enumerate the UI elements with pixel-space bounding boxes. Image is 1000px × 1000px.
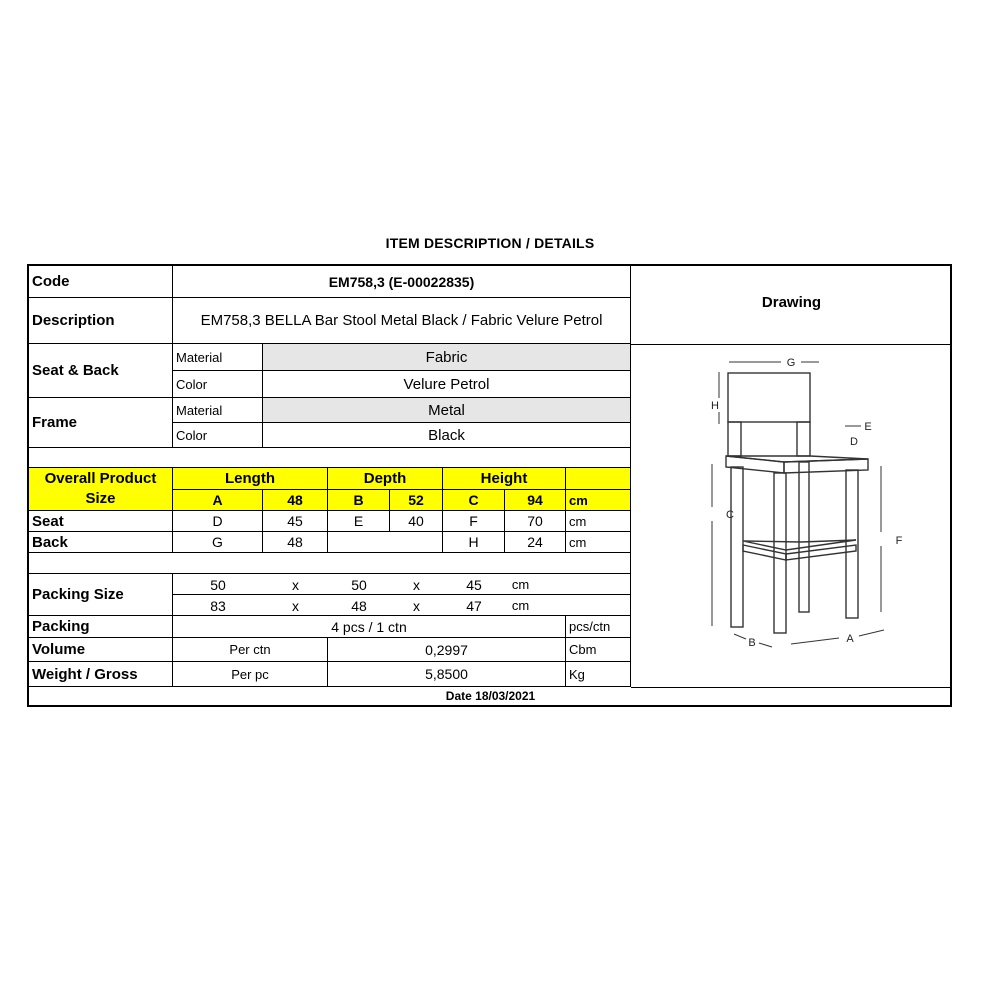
seat-back-color-label: Color: [173, 371, 263, 398]
frame-label: Frame: [29, 398, 173, 448]
seat-back-material-label: Material: [173, 344, 263, 371]
pack2-unit: cm: [511, 598, 530, 613]
label-d: D: [850, 436, 858, 448]
back-post-left: [728, 422, 741, 456]
packing-size-row-2: [173, 595, 631, 616]
pack1-w: 50: [351, 576, 367, 593]
pack2-h: 47: [466, 597, 482, 614]
packing-size-label: Packing Size: [29, 574, 173, 616]
overall-c-value: 94: [505, 490, 566, 511]
label-h: H: [711, 400, 719, 412]
packing-value: 4 pcs / 1 ctn: [173, 616, 566, 638]
weight-unit: Kg: [566, 662, 631, 687]
weight-basis: Per pc: [173, 662, 328, 687]
back-depth-blank: [328, 532, 443, 553]
overall-product-text: Overall Product: [44, 469, 157, 487]
volume-value: 0,2997: [328, 638, 566, 662]
weight-value: 5,8500: [328, 662, 566, 687]
pack1-l: 50: [210, 576, 226, 593]
seat-back-color: Velure Petrol: [263, 371, 631, 398]
back-post-right: [797, 422, 810, 456]
label-e: E: [864, 421, 872, 433]
spec-sheet: [27, 264, 952, 707]
volume-unit: Cbm: [566, 638, 631, 662]
footrest-front: [743, 545, 786, 560]
back-h-key: H: [443, 532, 505, 553]
pack1-h: 45: [466, 576, 482, 593]
date-footer: Date 18/03/2021: [445, 689, 536, 703]
stool-drawing: [631, 344, 952, 687]
label-f: F: [895, 535, 903, 547]
pack1-x2: x: [413, 576, 420, 593]
frame-material-label: Material: [173, 398, 263, 423]
pack2-l: 83: [210, 597, 226, 614]
back-g-key: G: [173, 532, 263, 553]
overall-a-key: A: [173, 490, 263, 511]
label-g: G: [786, 357, 796, 369]
height-header: Height: [443, 468, 566, 490]
seat-side: [784, 459, 868, 473]
seat-dim-label: Seat: [29, 511, 173, 532]
description-label: Description: [29, 298, 173, 344]
frame-material: Metal: [263, 398, 631, 423]
back-g-value: 48: [263, 532, 328, 553]
seat-d-value: 45: [263, 511, 328, 532]
label-c: C: [726, 509, 734, 521]
weight-label: Weight / Gross: [29, 662, 173, 687]
overall-b-key: B: [328, 490, 390, 511]
code-value: EM758,3 (E-00022835): [173, 266, 631, 298]
length-header: Length: [173, 468, 328, 490]
seat-unit: cm: [566, 511, 631, 532]
volume-label: Volume: [29, 638, 173, 662]
volume-basis: Per ctn: [173, 638, 328, 662]
packing-label: Packing: [29, 616, 173, 638]
label-b: B: [748, 637, 756, 649]
back-dim-label: Back: [29, 532, 173, 553]
pack1-x1: x: [292, 576, 299, 593]
pack2-x2: x: [413, 597, 420, 614]
spacer-row-2: [29, 553, 631, 574]
seat-e-value: 40: [390, 511, 443, 532]
frame-color-label: Color: [173, 423, 263, 448]
seat-back-material: Fabric: [263, 344, 631, 371]
drawing-title: Drawing: [761, 294, 822, 311]
packing-size-row-1: [173, 574, 631, 595]
pack2-w: 48: [351, 597, 367, 614]
seat-d-key: D: [173, 511, 263, 532]
overall-unit: cm: [566, 490, 631, 511]
code-label: Code: [29, 266, 173, 298]
depth-header: Depth: [328, 468, 443, 490]
seat-f-key: F: [443, 511, 505, 532]
seat-e-key: E: [328, 511, 390, 532]
overall-b-value: 52: [390, 490, 443, 511]
spacer-row: [29, 448, 631, 468]
back-h-value: 24: [505, 532, 566, 553]
leg-back-right: [846, 470, 858, 618]
overall-a-value: 48: [263, 490, 328, 511]
backrest-shape: [728, 373, 810, 422]
pack2-x1: x: [292, 597, 299, 614]
back-unit: cm: [566, 532, 631, 553]
leg-back-left: [799, 462, 809, 612]
seat-front: [726, 456, 784, 473]
pack1-unit: cm: [511, 577, 530, 592]
page-title: ITEM DESCRIPTION / DETAILS: [385, 235, 595, 251]
overall-c-key: C: [443, 490, 505, 511]
overall-size-text: Size: [85, 490, 116, 507]
unit-header-blank: [566, 468, 631, 490]
packing-unit: pcs/ctn: [566, 616, 631, 638]
seat-f-value: 70: [505, 511, 566, 532]
leg-front-left: [731, 467, 743, 627]
seat-back-label: Seat & Back: [29, 344, 173, 398]
frame-color: Black: [263, 423, 631, 448]
overall-size-label: [29, 468, 173, 511]
description-value: EM758,3 BELLA Bar Stool Metal Black / Fabric Velure Petrol: [173, 298, 631, 344]
label-a: A: [846, 633, 854, 645]
